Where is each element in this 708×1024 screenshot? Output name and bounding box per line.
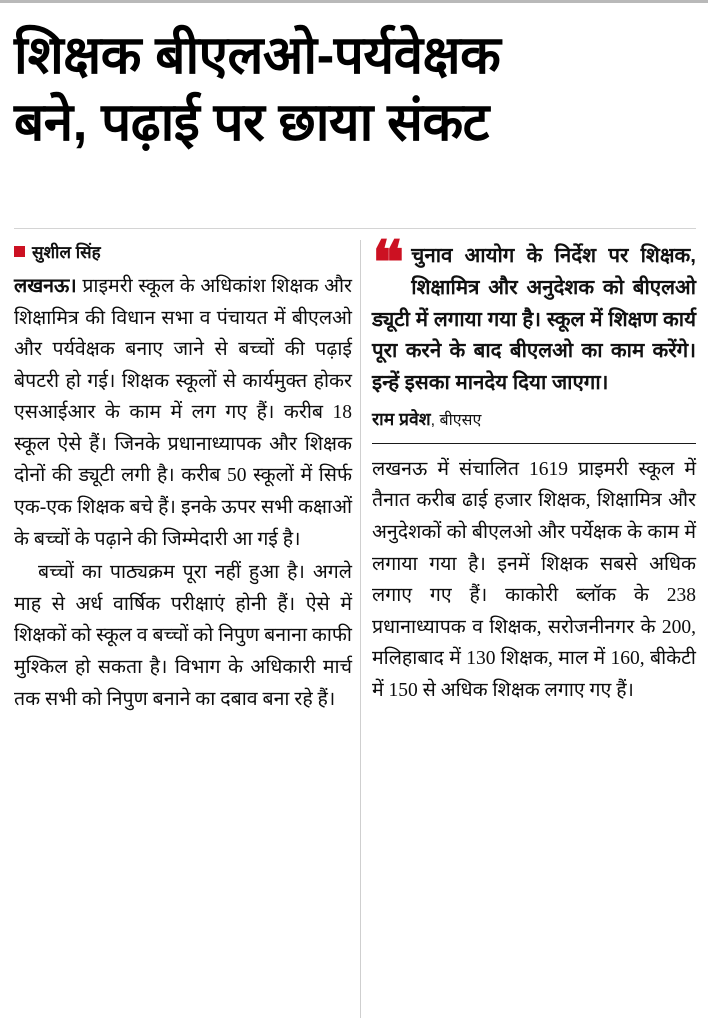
pull-quote: [372, 230, 696, 435]
paragraph: [14, 271, 352, 555]
top-divider: [0, 0, 708, 3]
paragraph: बच्चों का पाठ्यक्रम पूरा नहीं हुआ है। अगले माह से अर्ध वार्षिक परीक्षाएं होनी हैं। ऐसे में शिक्षकों को स्कूल व बच्चों को निपुण बनाना काफी मुश्किल हो सकता है। विभाग के अधिकारी मार्च तक सभी को निपुण बनाने का दबाव बना रहे हैं।: [14, 562, 352, 710]
dateline: लखनऊ।: [14, 276, 77, 297]
quote-mark-icon: ❝: [372, 230, 402, 296]
headline-line-2: बने, पढ़ाई पर छाया संकट: [14, 93, 489, 153]
paragraph: लखनऊ में संचालित 1619 प्राइमरी स्कूल में तैनात करीब ढाई हजार शिक्षक, शिक्षामित्र और अनुदेशकों को बीएलओ और पर्येक्षक के काम में लगाया गया है। इनमें शिक्षक सबसे अधिक लगाए गए हैं। काकोरी ब्लॉक के 238 प्रधानाध्यापक व शिक्षक, सरोजनीनगर के 200, मलिहाबाद में 130 शिक्षक, माल में 160, बीकेटी में 150 से अधिक शिक्षक लगाए गए हैं।: [372, 458, 696, 701]
right-column: [372, 230, 696, 708]
square-bullet-icon: [14, 246, 25, 257]
right-column-body: [372, 454, 696, 707]
byline: [14, 240, 352, 263]
paragraph-text: प्राइमरी स्कूल के अधिकांश शिक्षक और शिक्षामित्र की विधान सभा व पंचायत में बीएलओ और पर्यवेक्षक बनाए जाने से बच्चों की पढ़ाई बेपटरी हो गई। शिक्षक स्कूलों से कार्यमुक्त होकर एसआईआर के काम में लग गए हैं। करीब 18 स्कूल ऐसे हैं। जिनके प्रधानाध्यापक और शिक्षक दोनों की ड्यूटी लगी है। करीब 50 स्कूलों में सिर्फ एक-एक शिक्षक बचे हैं। इनके ऊपर सभी कक्षाओं के बच्चों के पढ़ाने की जिम्मेदारी आ गई है।: [14, 276, 352, 550]
headline-divider: [14, 228, 696, 229]
pull-quote-attribution: [372, 407, 696, 431]
left-column: [14, 240, 352, 717]
column-divider: [360, 240, 361, 1018]
pull-quote-role: , बीएसए: [430, 411, 482, 429]
pull-quote-text: चुनाव आयोग के निर्देश पर शिक्षक, शिक्षामित्र और अनुदेशक को बीएलओ ड्यूटी में लगाया गया है। स्कूल में शिक्षण कार्य पूरा करने के बाद बीएलओ का काम करेंगे। इन्हें इसका मानदेय दिया जाएगा।: [372, 244, 696, 395]
byline-reporter: सुशील सिंह: [32, 243, 101, 262]
headline-line-1: शिक्षक बीएलओ-पर्यवेक्षक: [14, 26, 501, 85]
page-title: [14, 22, 696, 157]
left-column-body: [14, 271, 352, 715]
pull-quote-divider: [372, 443, 696, 444]
pull-quote-name: राम प्रवेश: [372, 408, 431, 429]
